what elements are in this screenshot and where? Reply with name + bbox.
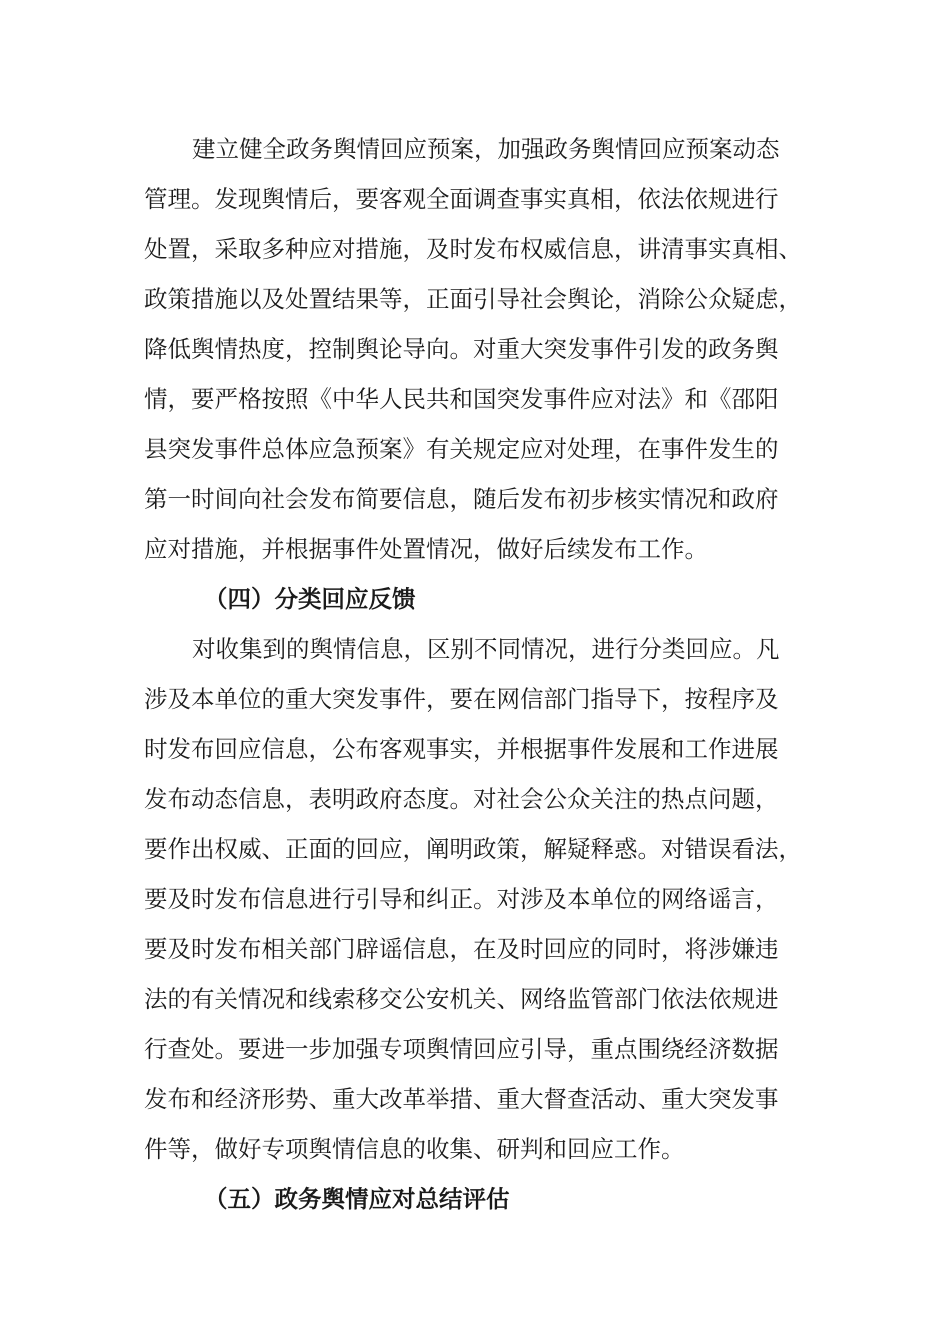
- paragraph-line: 发布动态信息，表明政府态度。对社会公众关注的热点问题，: [144, 785, 779, 813]
- paragraph-line: 要及时发布信息进行引导和纠正。对涉及本单位的网络谣言，: [144, 885, 779, 913]
- paragraph-line: 法的有关情况和线索移交公安机关、网络监管部门依法依规进: [144, 985, 779, 1013]
- paragraph-line: 对收集到的舆情信息，区别不同情况，进行分类回应。凡: [192, 635, 780, 663]
- paragraph-line: 要及时发布相关部门辟谣信息，在及时回应的同时，将涉嫌违: [144, 935, 779, 963]
- section-heading-5: （五）政务舆情应对总结评估: [204, 1185, 510, 1213]
- paragraph-line: 时发布回应信息，公布客观事实，并根据事件发展和工作进展: [144, 735, 779, 763]
- paragraph-line: 行查处。要进一步加强专项舆情回应引导，重点围绕经济数据: [144, 1035, 779, 1063]
- paragraph-line: 管理。发现舆情后，要客观全面调查事实真相，依法依规进行: [144, 185, 779, 213]
- paragraph-line: 情，要严格按照《中华人民共和国突发事件应对法》和《邵阳: [144, 385, 779, 413]
- section-heading-4: （四）分类回应反馈: [204, 585, 416, 613]
- paragraph-line: 件等，做好专项舆情信息的收集、研判和回应工作。: [144, 1135, 685, 1163]
- paragraph-line: 处置，采取多种应对措施，及时发布权威信息，讲清事实真相、: [144, 235, 802, 263]
- paragraph-line: 建立健全政务舆情回应预案，加强政务舆情回应预案动态: [192, 135, 780, 163]
- paragraph-line: 应对措施，并根据事件处置情况，做好后续发布工作。: [144, 535, 708, 563]
- document-body: [144, 124, 809, 1224]
- paragraph-line: 发布和经济形势、重大改革举措、重大督查活动、重大突发事: [144, 1085, 779, 1113]
- paragraph-line: 第一时间向社会发布简要信息，随后发布初步核实情况和政府: [144, 485, 779, 513]
- paragraph-line: 涉及本单位的重大突发事件，要在网信部门指导下，按程序及: [144, 685, 779, 713]
- paragraph-line: 降低舆情热度，控制舆论导向。对重大突发事件引发的政务舆: [144, 335, 779, 363]
- paragraph-line: 政策措施以及处置结果等，正面引导社会舆论，消除公众疑虑，: [144, 285, 802, 313]
- paragraph-line: 县突发事件总体应急预案》有关规定应对处理，在事件发生的: [144, 435, 779, 463]
- paragraph-line: 要作出权威、正面的回应，阐明政策，解疑释惑。对错误看法，: [144, 835, 802, 863]
